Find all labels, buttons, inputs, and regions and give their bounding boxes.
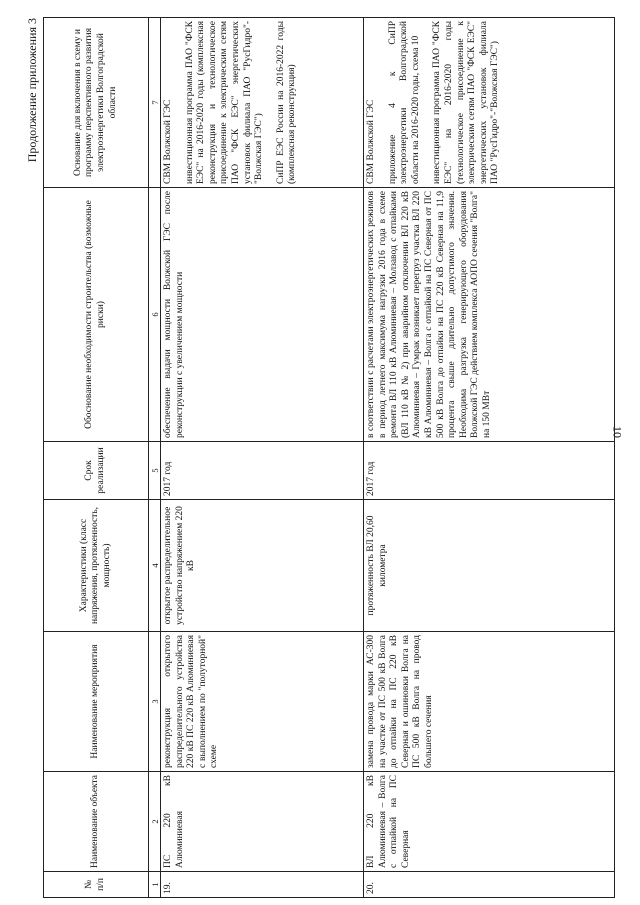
basis-item: СВМ Волжской ГЭС bbox=[163, 99, 173, 184]
header-term: Срок реализации bbox=[44, 442, 149, 500]
row-number: 20. bbox=[364, 872, 615, 898]
object-name: ПС 220 кВ Алюминиевая bbox=[161, 772, 364, 872]
column-number: 2 bbox=[149, 772, 161, 872]
header-justification: Обоснование необходимости строительства (возможные риски) bbox=[44, 188, 149, 442]
basis-item: инвестиционная программа ПАО "ФСК ЕЭС" на 2016-2020 годы (технологическое присоединение к электрическим сетям ПАО "ФСК ЕЭС" энергетических установок филиала ПАО "РусГидро"-"Волжская ГЭС") bbox=[432, 21, 501, 184]
basis-item: инвестиционная программа ПАО "ФСК ЕЭС" на 2016-2020 годы (комплексная реконструкция и технологическое присоединение к электрическим сетям ПАО "ФСК ЕЭС" энергетических установок филиала ПАО "РусГидро"-"Волжская ГЭС") bbox=[184, 21, 265, 184]
row-number: 19. bbox=[161, 872, 364, 898]
measures-table bbox=[43, 17, 615, 898]
column-number-row bbox=[149, 18, 161, 898]
column-number: 7 bbox=[149, 18, 161, 188]
rotated-page-content bbox=[25, 18, 605, 898]
table-row bbox=[364, 18, 615, 898]
table-header-row bbox=[44, 18, 149, 898]
header-measure: Наименование мероприятия bbox=[44, 632, 149, 772]
characteristics: протяженность ВЛ 20,60 километра bbox=[364, 500, 615, 632]
term: 2017 год bbox=[364, 442, 615, 500]
header-object: Наименование объекта bbox=[44, 772, 149, 872]
continuation-label: Продолжение приложения 3 bbox=[25, 18, 39, 163]
measure-name: реконструкция открытого распределительного устройства 220 кВ ПС 220 кВ Алюминиевая с выполнением по "полуторной" схеме bbox=[161, 632, 364, 772]
table-row bbox=[161, 18, 364, 898]
column-number: 1 bbox=[149, 872, 161, 898]
basis-item: приложение 4 к СиПР электроэнергетики Волгоградской области на 2016-2020 годы, схема 10 bbox=[387, 21, 421, 184]
header-basis: Основание для включения в схему и программу перспективного развития электроэнергетики Волгоградской области bbox=[44, 18, 149, 188]
measure-name: замена провода марки АС-300 на участке от ПС 500 кВ Волга до отпайки на ПС 220 кВ Северная и ошиновки Волга на ПС 500 кВ Волга на провод большего сечения bbox=[364, 632, 615, 772]
justification: в соответствии с расчетами электроэнергетических режимов в период летнего максимума нагрузки 2016 года в схеме ремонта ВЛ 110 кВ Алюминиевая – Молзавод с отпайками (ВЛ 110 кВ № 2) при аварийном отключении ВЛ 220 кВ Алюминиевая – Гумрак возникает перегруз участка ВЛ 220 кВ Алюминиевая – Волга с отпайкой на ПС Северная от ПС 500 кВ Волга до отпайки на ПС 220 кВ Северная на 11,9 процента свыше длительно допустимого значения. Необходима разгрузка генерирующего оборудования Волжской ГЭС действием комплекса АОПО сечения "Волга" на 150 МВт bbox=[364, 188, 615, 442]
column-number: 3 bbox=[149, 632, 161, 772]
page-number: 10 bbox=[610, 426, 625, 438]
characteristics: открытое распределительное устройство напряжением 220 кВ bbox=[161, 500, 364, 632]
basis-cell bbox=[364, 18, 615, 188]
object-name: ВЛ 220 кВ Алюминиевая – Волга с отпайкой на ПС Северная bbox=[364, 772, 615, 872]
column-number: 6 bbox=[149, 188, 161, 442]
basis-cell bbox=[161, 18, 364, 188]
justification: обеспечение выдачи мощности Волжской ГЭС после реконструкции с увеличением мощности bbox=[161, 188, 364, 442]
basis-item: СиПР ЕЭС России на 2016-2022 годы (комплексная реконструкция) bbox=[275, 21, 298, 184]
basis-item: СВМ Волжской ГЭС bbox=[366, 99, 376, 184]
term: 2017 год bbox=[161, 442, 364, 500]
header-characteristics: Характеристики (класс напряжения, протяженность, мощность) bbox=[44, 500, 149, 632]
column-number: 5 bbox=[149, 442, 161, 500]
header-num: № п/п bbox=[44, 872, 149, 898]
column-number: 4 bbox=[149, 500, 161, 632]
